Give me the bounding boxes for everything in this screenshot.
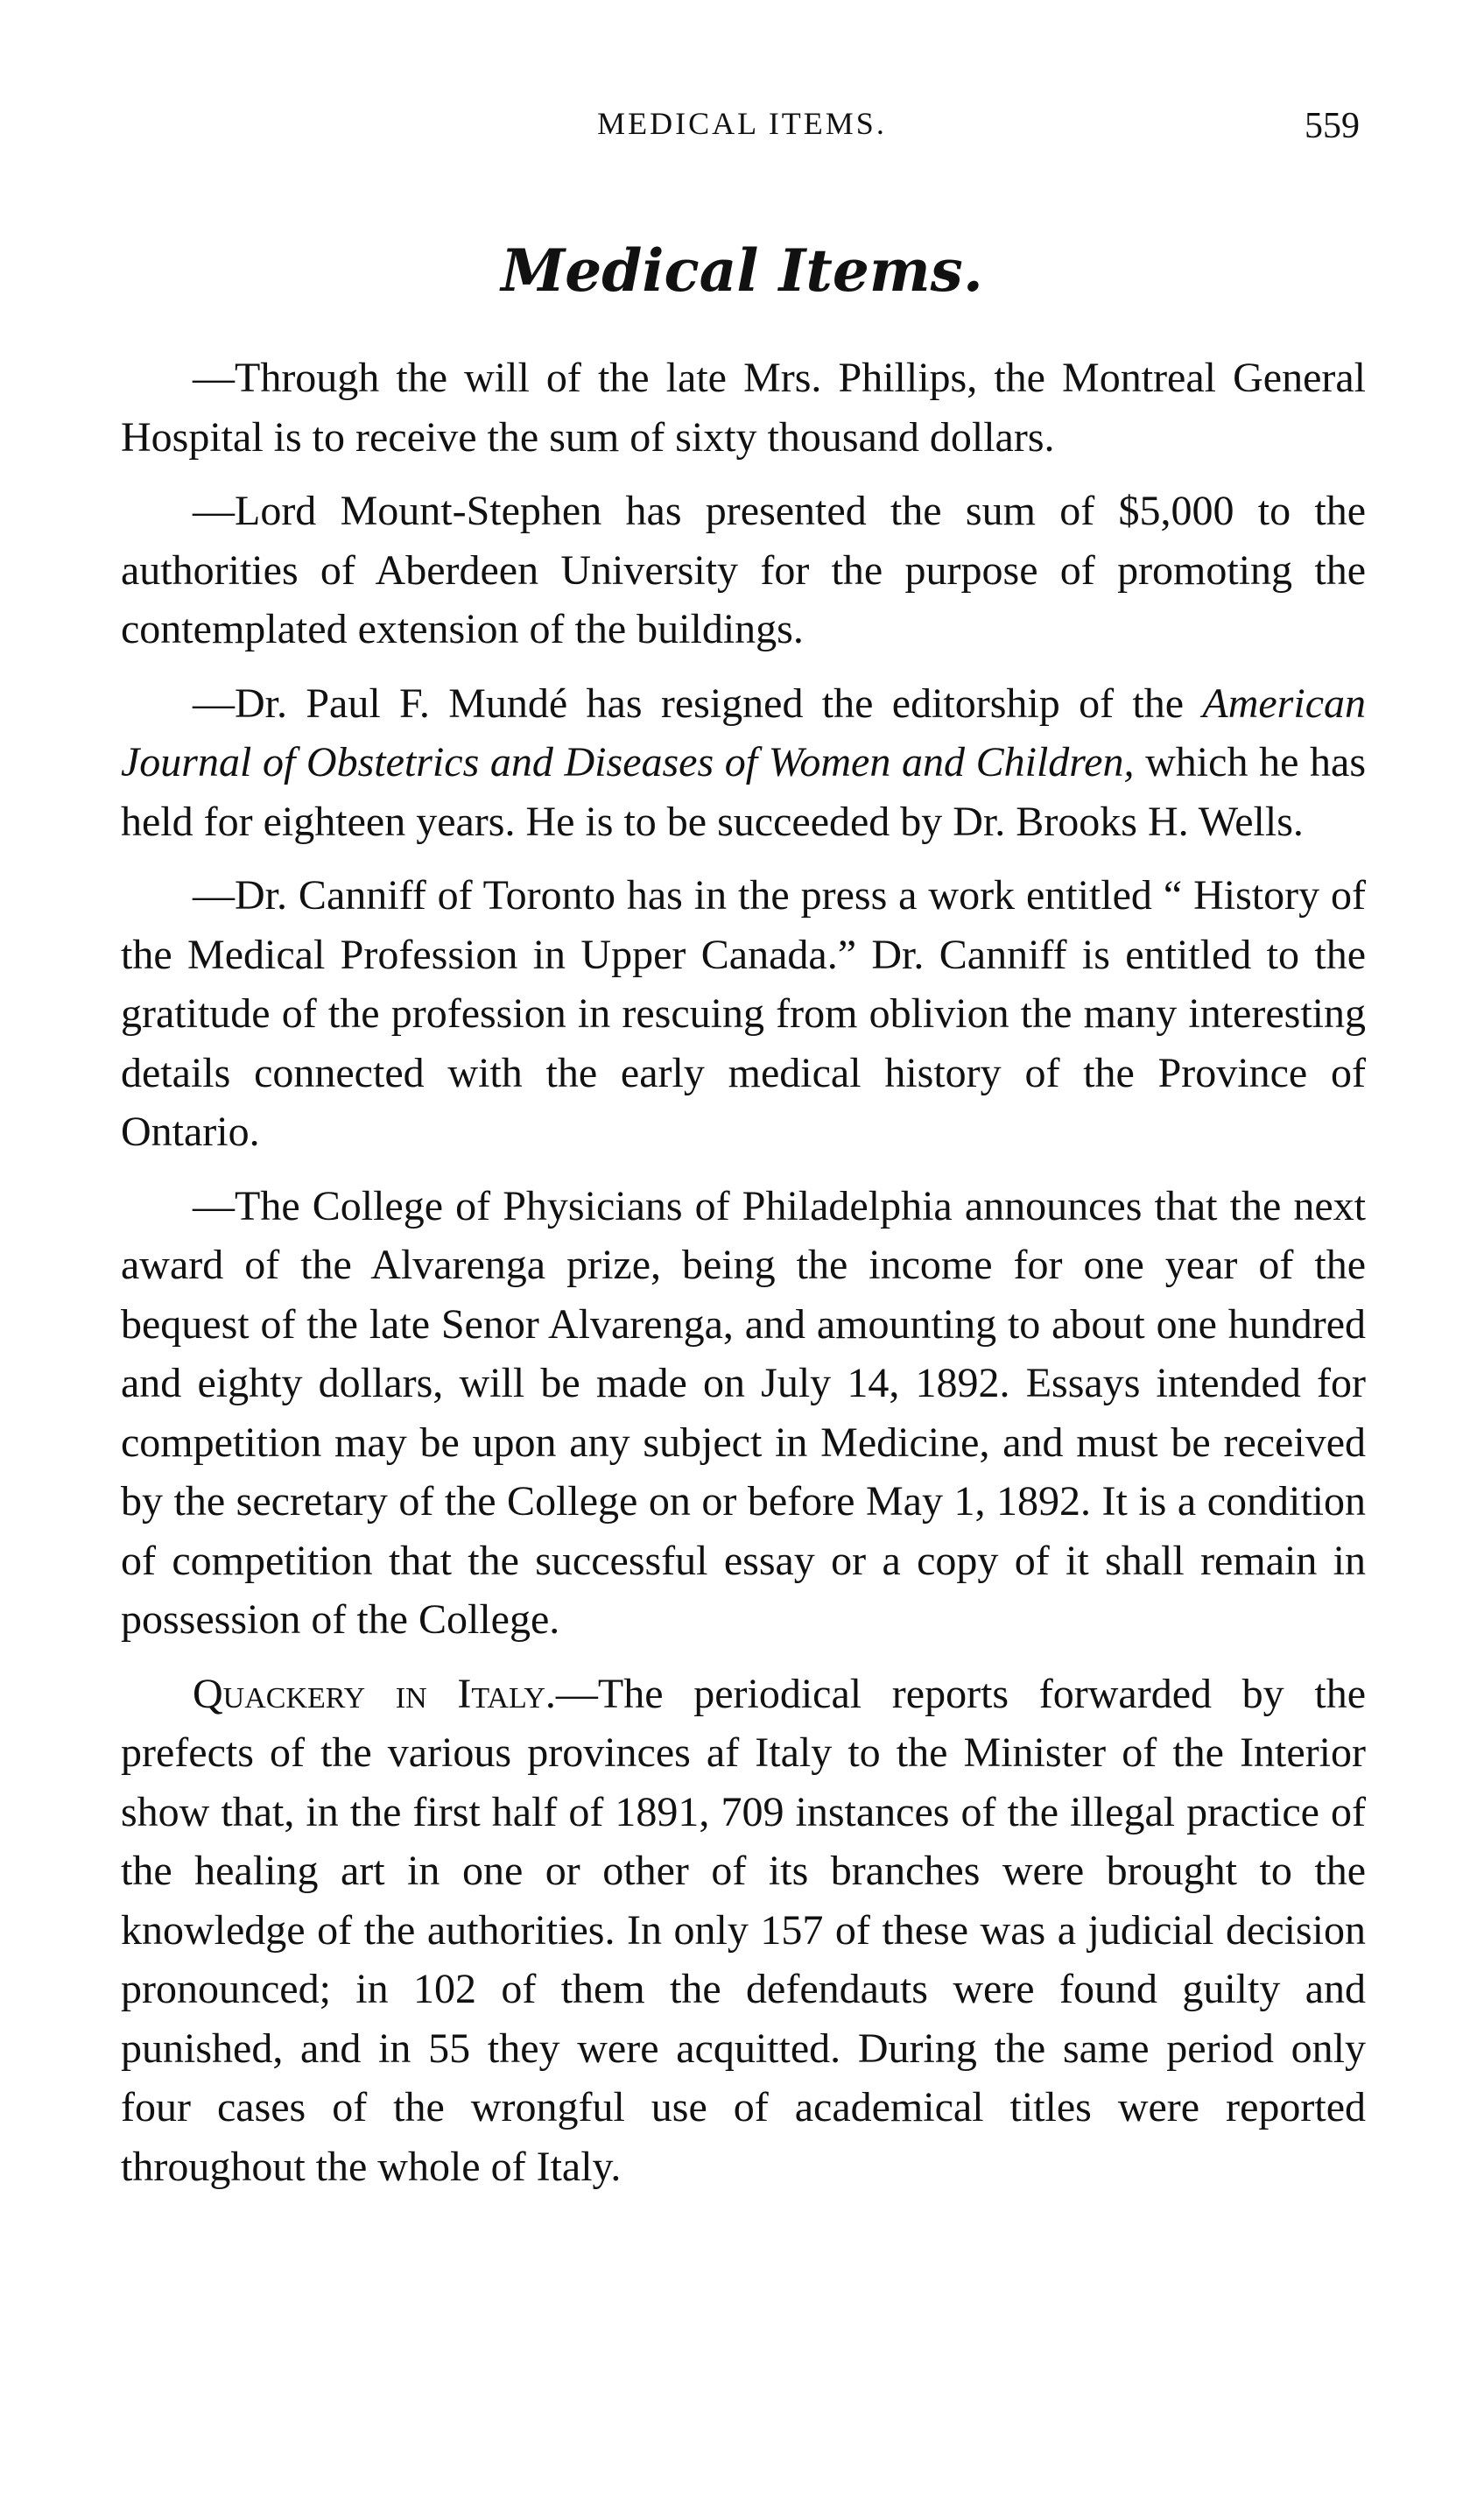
page-number: 559: [1305, 106, 1360, 146]
paragraph-text: —The College of Physicians of Philadelphia announces that the next award of the Alvarenga prize, being the income for one year of the bequest of the late Senor Alvarenga, and amounting to about one hundred and eighty dollars, will be made on July 14, 1892. Essays intended for competition may be upon any subject in Medicine, and must be received by the secretary of the College on or before May 1, 1892. It is a condition of competition that the successful essay or a copy of it shall remain in possession of the College.: [121, 1182, 1366, 1643]
paragraph-text: —Dr. Paul F. Mundé has resigned the editorship of the: [193, 680, 1203, 727]
paragraph-text: —Lord Mount-Stephen has presented the sum of $5,000 to the authorities of Aberdeen University for the purpose of promoting the contemplated extension of the buildings.: [121, 488, 1366, 652]
paragraph-canniff-history: [121, 866, 1366, 1162]
running-title: MEDICAL ITEMS.: [597, 106, 887, 141]
paragraph-mount-stephen-gift: [121, 482, 1366, 659]
journal-title: American Journal of Obstetrics and Diseases of Women and Children,: [121, 680, 1366, 785]
paragraph-text: —Through the will of the late Mrs. Phillips, the Montreal General Hospital is to receive the sum of sixty thousand dollars.: [121, 355, 1366, 461]
paragraph-text: —Dr. Canniff of Toronto has in the press a work entitled “ History of the Medical Profession in Upper Canada.” Dr. Canniff is entitled to the gratitude of the profession in rescuing from oblivion the many interesting details connected with the early medical history of the Province of Ontario.: [121, 872, 1366, 1155]
article-body: [121, 349, 1366, 2196]
section-title: Medical Items.: [501, 236, 983, 305]
paragraph-munde-resignation: [121, 674, 1366, 852]
paragraph-text: which he has held for eighteen years. He is to be succeeded by Dr. Brooks H. Wells.: [121, 739, 1367, 845]
paragraph-phillips-bequest: [121, 349, 1366, 467]
paragraph-quackery-italy: [121, 1665, 1366, 2197]
running-head: [0, 105, 1484, 158]
paragraph-text: —The periodical reports forwarded by the prefects of the various provinces af Italy to the Minister of the Interior show that, in the first half of 1891, 709 instances of the illegal practice of the healing art in one or other of its branches were brought to the knowledge of the authorities. In only 157 of these was a judicial decision pronounced; in 102 of them the defendauts were found guilty and punished, and in 55 they were acquitted. During the same period only four cases of the wrongful use of academical titles were reported throughout the whole of Italy.: [121, 1670, 1367, 2190]
paragraph-alvarenga-prize: [121, 1177, 1366, 1650]
paragraph-lead: Quackery in Italy.: [193, 1670, 556, 1717]
